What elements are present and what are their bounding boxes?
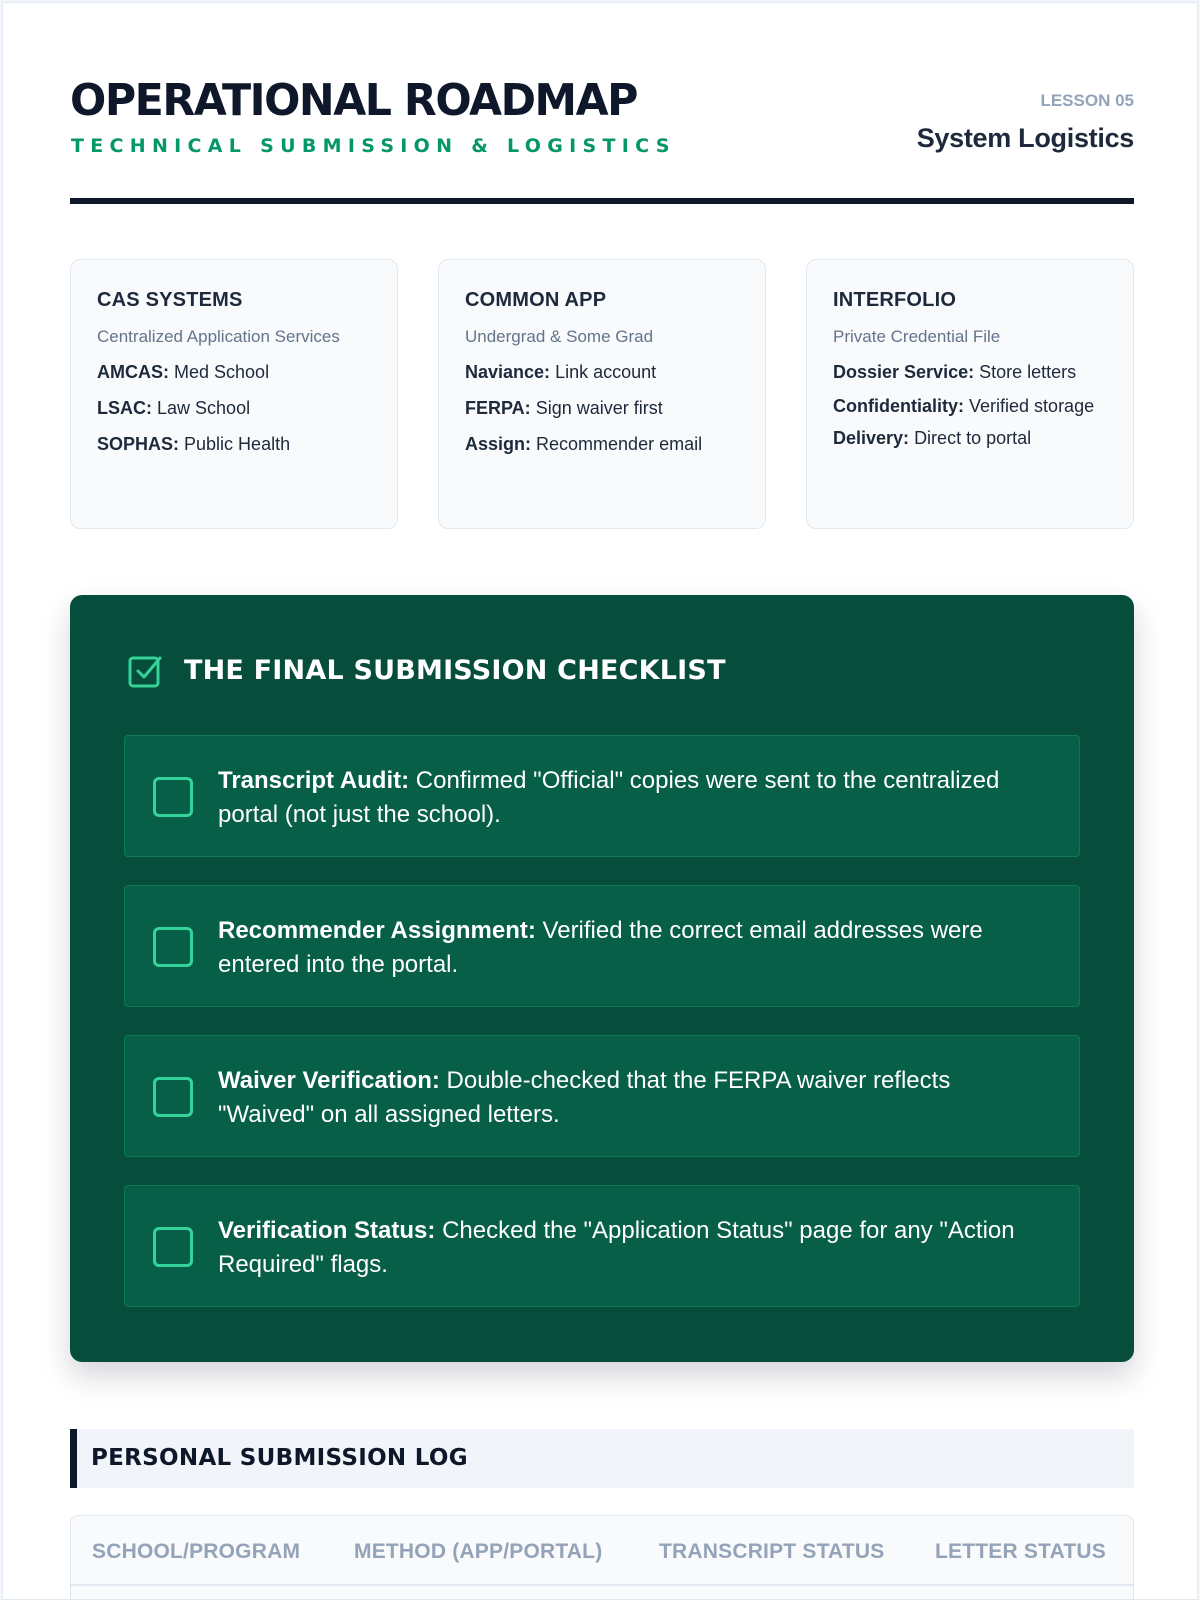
checklist-item-recommender-assignment[interactable] — [124, 885, 1080, 1007]
page — [2, 2, 1198, 1600]
card-line-key: Delivery: — [833, 428, 910, 448]
card-line-value: Link account — [555, 362, 657, 382]
card-subtitle: Private Credential File — [833, 327, 1001, 346]
card-line-value: Verified storage — [969, 396, 1095, 416]
card-line-value: Sign waiver first — [535, 398, 663, 418]
checklist-item-waiver-verification[interactable] — [124, 1035, 1080, 1157]
checkbox[interactable] — [153, 1227, 193, 1267]
checklist-item-text — [218, 764, 1048, 832]
card-line — [97, 395, 371, 421]
card-line-value: Public Health — [184, 434, 291, 454]
checklist-item-key: Waiver Verification: — [218, 1067, 440, 1094]
card-interfolio — [806, 259, 1134, 529]
checkbox[interactable] — [153, 927, 193, 967]
lesson-title: System Logistics — [916, 123, 1134, 153]
checklist-item-verification-status[interactable] — [124, 1185, 1080, 1307]
card-line — [97, 431, 371, 457]
system-cards — [70, 259, 1134, 529]
checklist-item-text — [218, 1064, 1048, 1132]
card-line-value: Direct to portal — [914, 428, 1032, 448]
checklist-title: THE FINAL SUBMISSION CHECKLIST — [184, 655, 726, 686]
checklist-item-key: Verification Status: — [218, 1217, 436, 1244]
card-line-key: Naviance: — [465, 362, 551, 382]
card-line — [833, 425, 1107, 451]
checklist-item-value: Confirmed "Official" copies were sent to the centralized portal (not just the school). — [218, 767, 1000, 828]
column-header-school: SCHOOL/PROGRAM — [92, 1540, 301, 1563]
checklist-item-value: Double-checked that the FERPA waiver reflects "Waived" on all assigned letters. — [218, 1067, 951, 1128]
card-line — [465, 359, 739, 385]
checklist-item-value: Checked the "Application Status" page for any "Action Required" flags. — [218, 1217, 1015, 1278]
checklist-item-text — [218, 914, 1048, 982]
header — [70, 75, 1134, 205]
card-title: INTERFOLIO — [833, 289, 957, 311]
lesson-label: LESSON 05 — [1040, 91, 1134, 110]
submission-log-header — [70, 1429, 1134, 1488]
checklist-item-text — [218, 1214, 1048, 1282]
card-cas-systems — [70, 259, 398, 529]
card-common-app — [438, 259, 766, 529]
submission-log-title: PERSONAL SUBMISSION LOG — [91, 1445, 468, 1471]
card-line — [833, 393, 1107, 419]
final-submission-checklist — [70, 595, 1134, 1362]
card-line-key: Dossier Service: — [833, 362, 975, 382]
card-line-value: Law School — [157, 398, 251, 418]
column-header-method: METHOD (APP/PORTAL) — [354, 1540, 603, 1563]
card-line — [97, 359, 371, 385]
card-line-value: Med School — [174, 362, 270, 382]
card-subtitle: Undergrad & Some Grad — [465, 327, 654, 346]
card-line-key: LSAC: — [97, 398, 152, 418]
page-title: OPERATIONAL ROADMAP — [70, 75, 637, 126]
checklist-item-key: Recommender Assignment: — [218, 917, 536, 944]
checkbox[interactable] — [153, 1077, 193, 1117]
card-title: COMMON APP — [465, 289, 607, 311]
table-header-divider — [71, 1584, 1133, 1586]
checklist-item-key: Transcript Audit: — [218, 767, 410, 794]
card-line-key: FERPA: — [465, 398, 531, 418]
column-header-letter-status: LETTER STATUS — [935, 1540, 1106, 1563]
card-line — [465, 431, 739, 457]
checklist-item-transcript-audit[interactable] — [124, 735, 1080, 857]
card-line-key: AMCAS: — [97, 362, 169, 382]
card-line — [465, 395, 739, 421]
card-line-value: Recommender email — [536, 434, 703, 454]
checkbox-checked-icon — [128, 654, 162, 688]
card-line-key: Confidentiality: — [833, 396, 964, 416]
checkbox[interactable] — [153, 777, 193, 817]
card-line-key: Assign: — [465, 434, 532, 454]
column-header-transcript-status: TRANSCRIPT STATUS — [659, 1540, 885, 1563]
checklist-item-value: Verified the correct email addresses were entered into the portal. — [218, 917, 983, 978]
card-line — [833, 359, 1107, 385]
header-divider — [70, 198, 1134, 204]
card-subtitle: Centralized Application Services — [97, 327, 340, 346]
card-title: CAS SYSTEMS — [97, 289, 243, 311]
page-subtitle: TECHNICAL SUBMISSION & LOGISTICS — [71, 135, 676, 157]
card-line-value: Store letters — [979, 362, 1077, 382]
submission-log-table — [70, 1515, 1134, 1600]
card-line-key: SOPHAS: — [97, 434, 180, 454]
